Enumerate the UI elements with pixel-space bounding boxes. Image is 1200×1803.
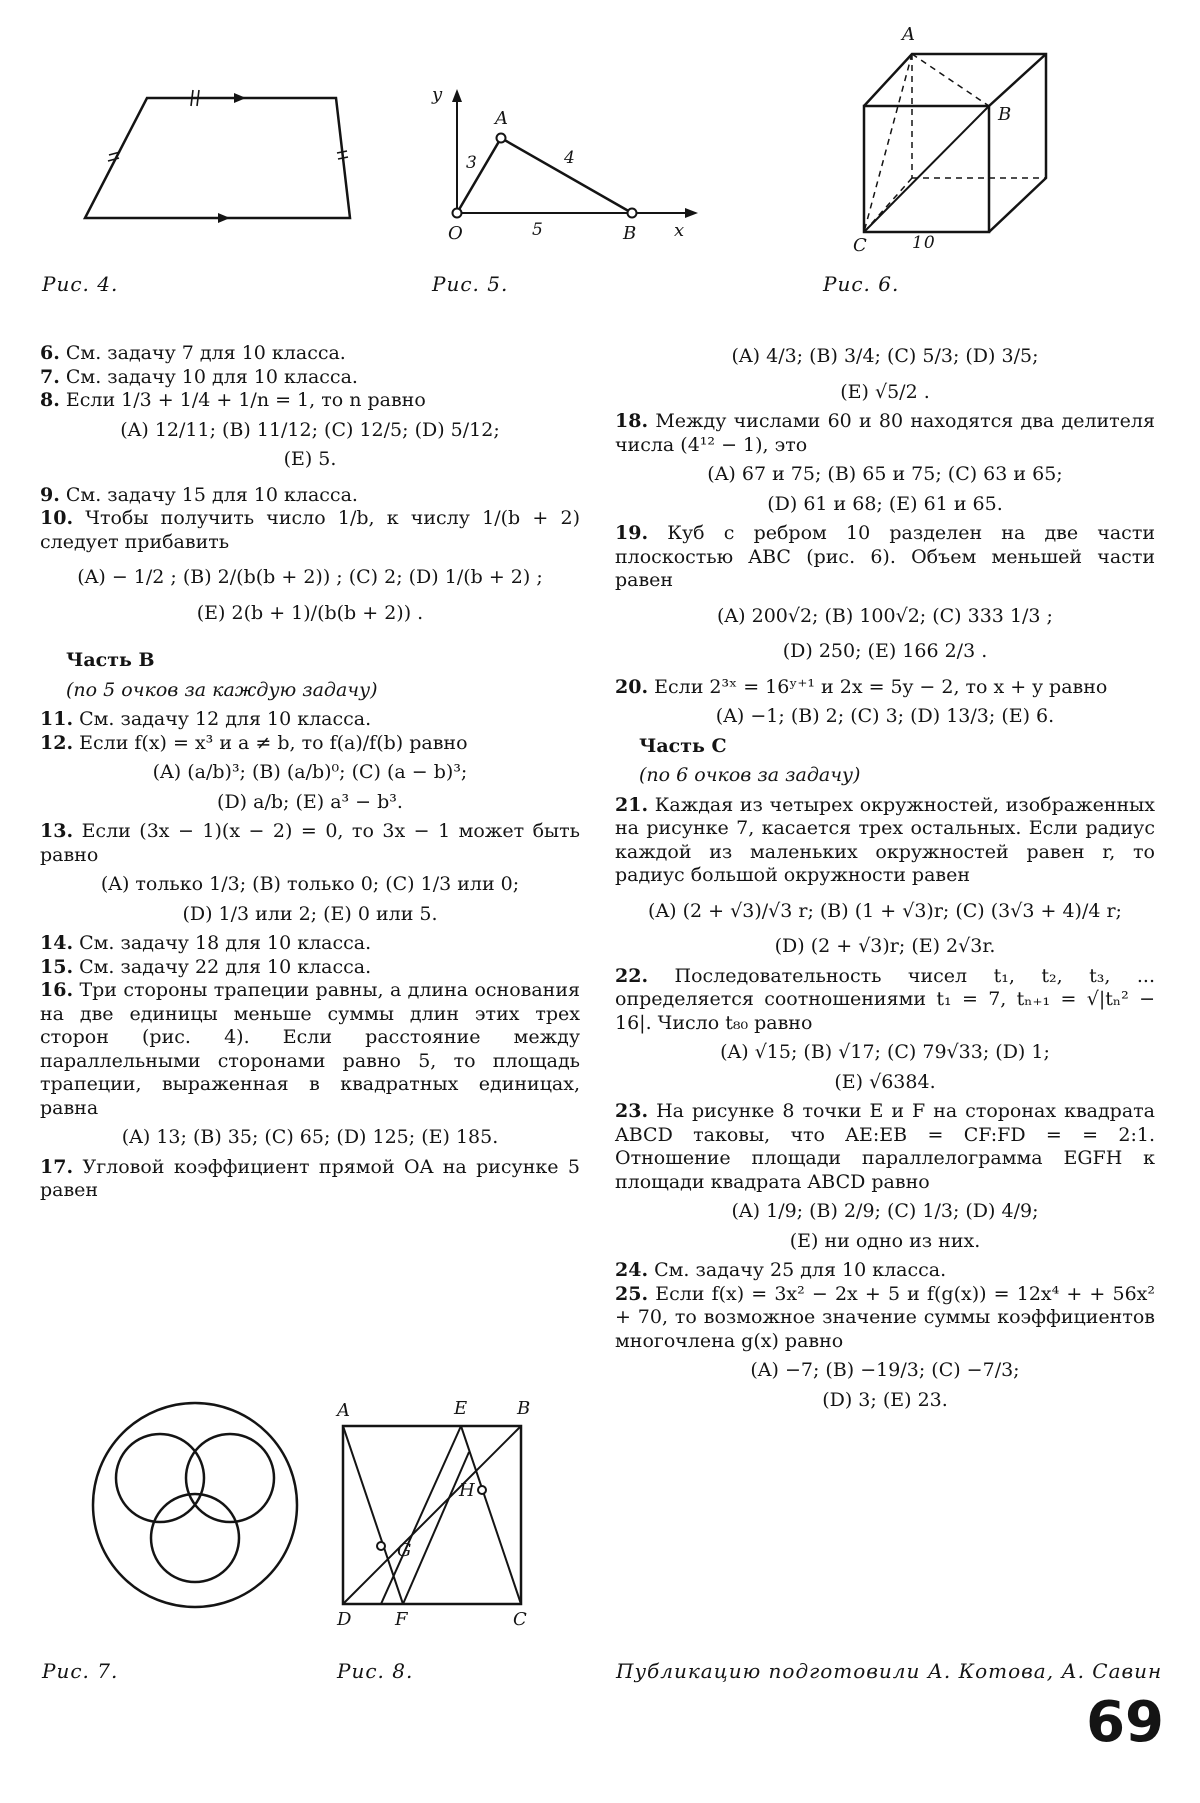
square-point-h-label: H <box>459 1480 476 1501</box>
problem-25-options-1: (A) −7; (B) −19/3; (C) −7/3; <box>750 1359 1020 1381</box>
square-point-d-label: D <box>337 1609 353 1630</box>
publication-credit: Публикацию подготовили А. Котова, А. Савин <box>616 1659 1163 1683</box>
problem-17: 17. Угловой коэффициент прямой OA на рисунке 5 равен <box>40 1155 580 1201</box>
x-axis-label: x <box>674 220 686 241</box>
right-column <box>615 345 1155 1412</box>
square-point-b-label: B <box>517 1398 532 1419</box>
side-ab-label: 4 <box>564 148 576 168</box>
problem-15: 15. См. задачу 22 для 10 класса. <box>40 955 372 978</box>
problem-8-options-2: (E) 5. <box>283 448 337 470</box>
problem-21: 21. Каждая из четырех окружностей, изображенных на рисунке 7, касается трех остальных. Если радиус каждой из маленьких окружностей равен r, то радиус большой окружности равен <box>615 793 1155 886</box>
problem-17-options-1: (A) 4/3; (B) 3/4; (C) 5/3; (D) 3/5; <box>731 345 1039 367</box>
square-point-g-label: G <box>397 1540 413 1561</box>
page-number: 69 <box>1086 1690 1164 1755</box>
figure-8 <box>325 1400 555 1640</box>
problem-18-options-1: (A) 67 и 75; (B) 65 и 75; (C) 63 и 65; <box>707 463 1063 485</box>
cube-point-c-label: C <box>853 235 868 256</box>
problem-14: 14. См. задачу 18 для 10 класса. <box>40 932 372 954</box>
problem-10: 10. Чтобы получить число 1/b, к числу 1/(b + 2) следует прибавить <box>40 507 580 553</box>
left-column <box>40 342 580 1203</box>
figure-7-caption: Рис. 7. <box>42 1659 119 1683</box>
origin-label: O <box>448 223 464 244</box>
problem-10-options-2: (E) 2(b + 1)/(b(b + 2)) . <box>196 601 424 624</box>
side-ob-label: 5 <box>532 220 544 240</box>
problem-8: 8. Если 1/3 + 1/4 + 1/n = 1, то n равно <box>40 389 426 411</box>
problem-21-options-1: (A) (2 + √3)/√3 r; (B) (1 + √3)r; (C) (3√3 + 4)/4 r; <box>648 899 1122 922</box>
problem-13-options-1: (A) только 1/3; (B) только 0; (C) 1/3 или 0; <box>100 873 520 895</box>
tangent-circles-diagram <box>90 1400 300 1610</box>
cube-edge-label: 10 <box>912 233 936 253</box>
problem-19: 19. Куб с ребром 10 разделен на две части плоскостью ABC (рис. 6). Объем меньшей части равен <box>615 522 1155 591</box>
problem-23: 23. На рисунке 8 точки E и F на сторонах квадрата ABCD таковы, что AE:EB = CF:FD = = 2:1. Отношение площади параллелограмма EGFH к площади квадрата ABCD равно <box>615 1100 1155 1193</box>
figure-6-caption: Рис. 6. <box>823 272 900 296</box>
y-axis-label: y <box>432 84 444 105</box>
part-b-title: Часть B <box>66 649 155 671</box>
square-point-c-label: C <box>513 1609 528 1630</box>
problem-13-options-2: (D) 1/3 или 2; (E) 0 или 5. <box>182 902 438 925</box>
problem-24: 24. См. задачу 25 для 10 класса. <box>615 1259 947 1281</box>
point-b-label: B <box>623 223 638 244</box>
problem-9: 9. См. задачу 15 для 10 класса. <box>40 483 358 506</box>
part-c-subtitle: (по 6 очков за задачу) <box>639 764 861 786</box>
problem-7: 7. См. задачу 10 для 10 класса. <box>40 365 358 388</box>
problem-22-options-1: (A) √15; (B) √17; (C) 79√33; (D) 1; <box>720 1041 1050 1063</box>
square-parallelogram-diagram <box>325 1400 555 1640</box>
cube-diagram <box>840 22 1070 262</box>
problem-18-options-2: (D) 61 и 68; (E) 61 и 65. <box>767 492 1003 515</box>
side-oa-label: 3 <box>466 153 478 173</box>
problem-16-options: (A) 13; (B) 35; (C) 65; (D) 125; (E) 185. <box>121 1126 499 1148</box>
problem-21-options-2: (D) (2 + √3)r; (E) 2√3r. <box>774 935 996 957</box>
problem-25: 25. Если f(x) = 3x² − 2x + 5 и f(g(x)) = 12x⁴ + + 56x² + 70, то возможное значение суммы коэффициентов многочлена g(x) равно <box>615 1282 1155 1352</box>
problem-17-options-2: (E) √5/2 . <box>840 380 930 403</box>
problem-23-options-1: (A) 1/9; (B) 2/9; (C) 1/3; (D) 4/9; <box>731 1200 1039 1222</box>
trapezoid-diagram <box>70 80 370 240</box>
cube-point-b-label: B <box>998 104 1013 125</box>
problem-12-options-2: (D) a/b; (E) a³ − b³. <box>217 790 403 813</box>
problem-19-options-2: (D) 250; (E) 166 2/3 . <box>782 640 988 662</box>
problem-8-options-1: (A) 12/11; (B) 11/12; (C) 12/5; (D) 5/12; <box>120 418 500 441</box>
problem-20: 20. Если 2³ˣ = 16ʸ⁺¹ и 2x = 5y − 2, то x + y равно <box>615 675 1108 698</box>
figure-6 <box>840 22 1070 262</box>
problem-25-options-2: (D) 3; (E) 23. <box>822 1388 948 1411</box>
square-point-f-label: F <box>395 1609 409 1630</box>
problem-13: 13. Если (3x − 1)(x − 2) = 0, то 3x − 1 может быть равно <box>40 820 581 866</box>
point-a-label: A <box>495 108 509 129</box>
problem-6: 6. См. задачу 7 для 10 класса. <box>40 342 346 364</box>
problem-16: 16. Три стороны трапеции равны, а длина основания на две единицы меньше суммы длин этих трех сторон (рис. 4). Если расстояние между параллельными сторонами равно 5, то площадь трапеции, выраженная в квадратных единицах, равна <box>40 979 580 1119</box>
figure-5-caption: Рис. 5. <box>432 272 509 296</box>
problem-11: 11. См. задачу 12 для 10 класса. <box>40 708 372 730</box>
square-point-a-label: A <box>337 1400 351 1421</box>
part-c-title: Часть C <box>639 734 727 757</box>
problem-22: 22. Последовательность чисел t₁, t₂, t₃, ... определяется соотношениями t₁ = 7, tₙ₊₁ = √|tₙ² − 16|. Число t₈₀ равно <box>615 964 1155 1034</box>
problem-18: 18. Между числами 60 и 80 находятся два делителя числа (4¹² − 1), это <box>615 410 1155 456</box>
problem-23-options-2: (E) ни одно из них. <box>789 1229 981 1252</box>
figure-4 <box>70 80 370 240</box>
problem-12-options-1: (A) (a/b)³; (B) (a/b)⁰; (C) (a − b)³; <box>152 761 468 783</box>
figure-8-caption: Рис. 8. <box>337 1659 414 1683</box>
part-b-subtitle: (по 5 очков за каждую задачу) <box>66 678 378 701</box>
figure-7 <box>90 1400 300 1610</box>
figure-5 <box>420 80 720 250</box>
cube-point-a-label: A <box>902 24 916 45</box>
figure-4-caption: Рис. 4. <box>42 272 119 296</box>
problem-20-options: (A) −1; (B) 2; (C) 3; (D) 13/3; (E) 6. <box>715 705 1055 727</box>
problem-22-options-2: (E) √6384. <box>834 1070 936 1093</box>
problem-19-options-1: (A) 200√2; (B) 100√2; (C) 333 1/3 ; <box>717 604 1053 627</box>
problem-12: 12. Если f(x) = x³ и a ≠ b, то f(a)/f(b) равно <box>40 731 468 754</box>
problem-10-options-1: (A) − 1/2 ; (B) 2/(b(b + 2)) ; (C) 2; (D) 1/(b + 2) ; <box>77 566 543 588</box>
square-point-e-label: E <box>454 1398 469 1419</box>
